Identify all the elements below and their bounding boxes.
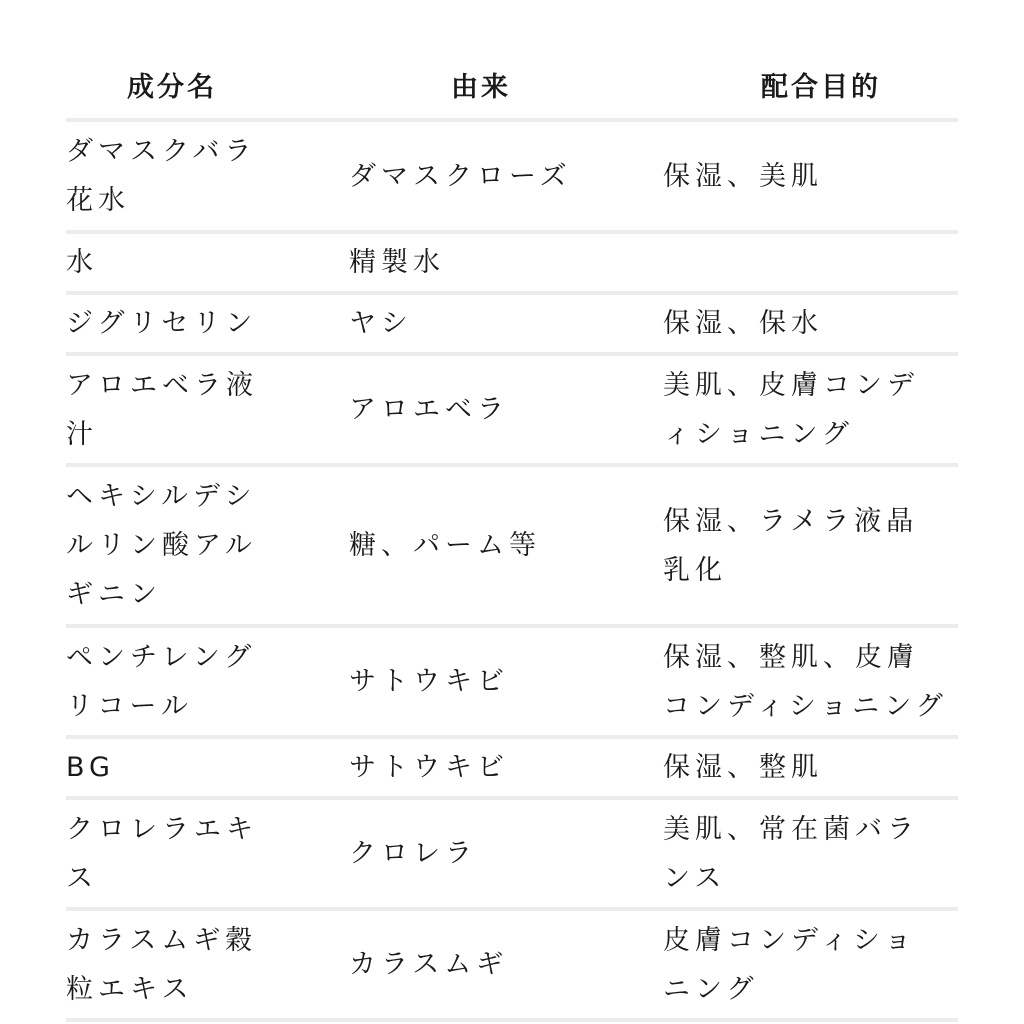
ingredient-name: BG [66,752,115,783]
table-row [66,800,958,911]
ingredient-purpose: 保湿、保水 [663,308,823,339]
ingredient-purpose: 保湿、整肌 [663,752,823,783]
ingredient-origin: ヤシ [349,308,413,339]
ingredient-origin: アロエベラ [349,394,509,425]
ingredient-name: 水 [66,247,98,278]
ingredient-origin: クロレラ [349,838,477,869]
table-row [66,234,958,295]
ingredient-origin: 糖、パーム等 [349,530,541,561]
ingredient-origin: サトウキビ [349,666,509,697]
ingredient-origin: 精製水 [349,247,445,278]
header-purpose: 配合目的 [761,72,881,103]
ingredient-purpose: 美肌、皮膚コンディショニング [663,369,919,450]
ingredient-origin: ダマスクローズ [349,160,572,192]
table-row [66,467,958,628]
table-row [66,628,958,739]
ingredient-name: アロエベラ液汁 [66,369,258,450]
ingredients-table [66,0,958,1022]
header-ingredient-name: 成分名 [127,72,217,103]
ingredient-purpose: 保湿、整肌、皮膚コンディショニング [663,641,948,722]
ingredient-purpose: 美肌、常在菌バランス [663,813,919,894]
ingredient-purpose: 保湿、ラメラ液晶乳化 [663,505,919,586]
table-row [66,356,958,467]
ingredient-name: ダマスクバラ花水 [66,136,257,216]
table-row [66,295,958,356]
ingredient-name: ジグリセリン [66,308,258,339]
header-origin: 由来 [451,72,511,103]
ingredient-name: ヘキシルデシルリン酸アルギニン [66,481,257,610]
ingredient-name: クロレラエキス [66,813,258,894]
ingredient-purpose: 保湿、美肌 [663,160,823,192]
table-row [66,739,958,800]
ingredient-name: ペンチレングリコール [66,641,257,722]
ingredient-name: カラスムギ穀粒エキス [66,924,258,1005]
ingredient-purpose: 皮膚コンディショニング [663,924,917,1005]
ingredient-origin: カラスムギ [349,949,509,980]
table-row [66,122,958,234]
table-header [66,0,958,122]
table-row [66,911,958,1022]
ingredient-origin: サトウキビ [349,752,509,783]
